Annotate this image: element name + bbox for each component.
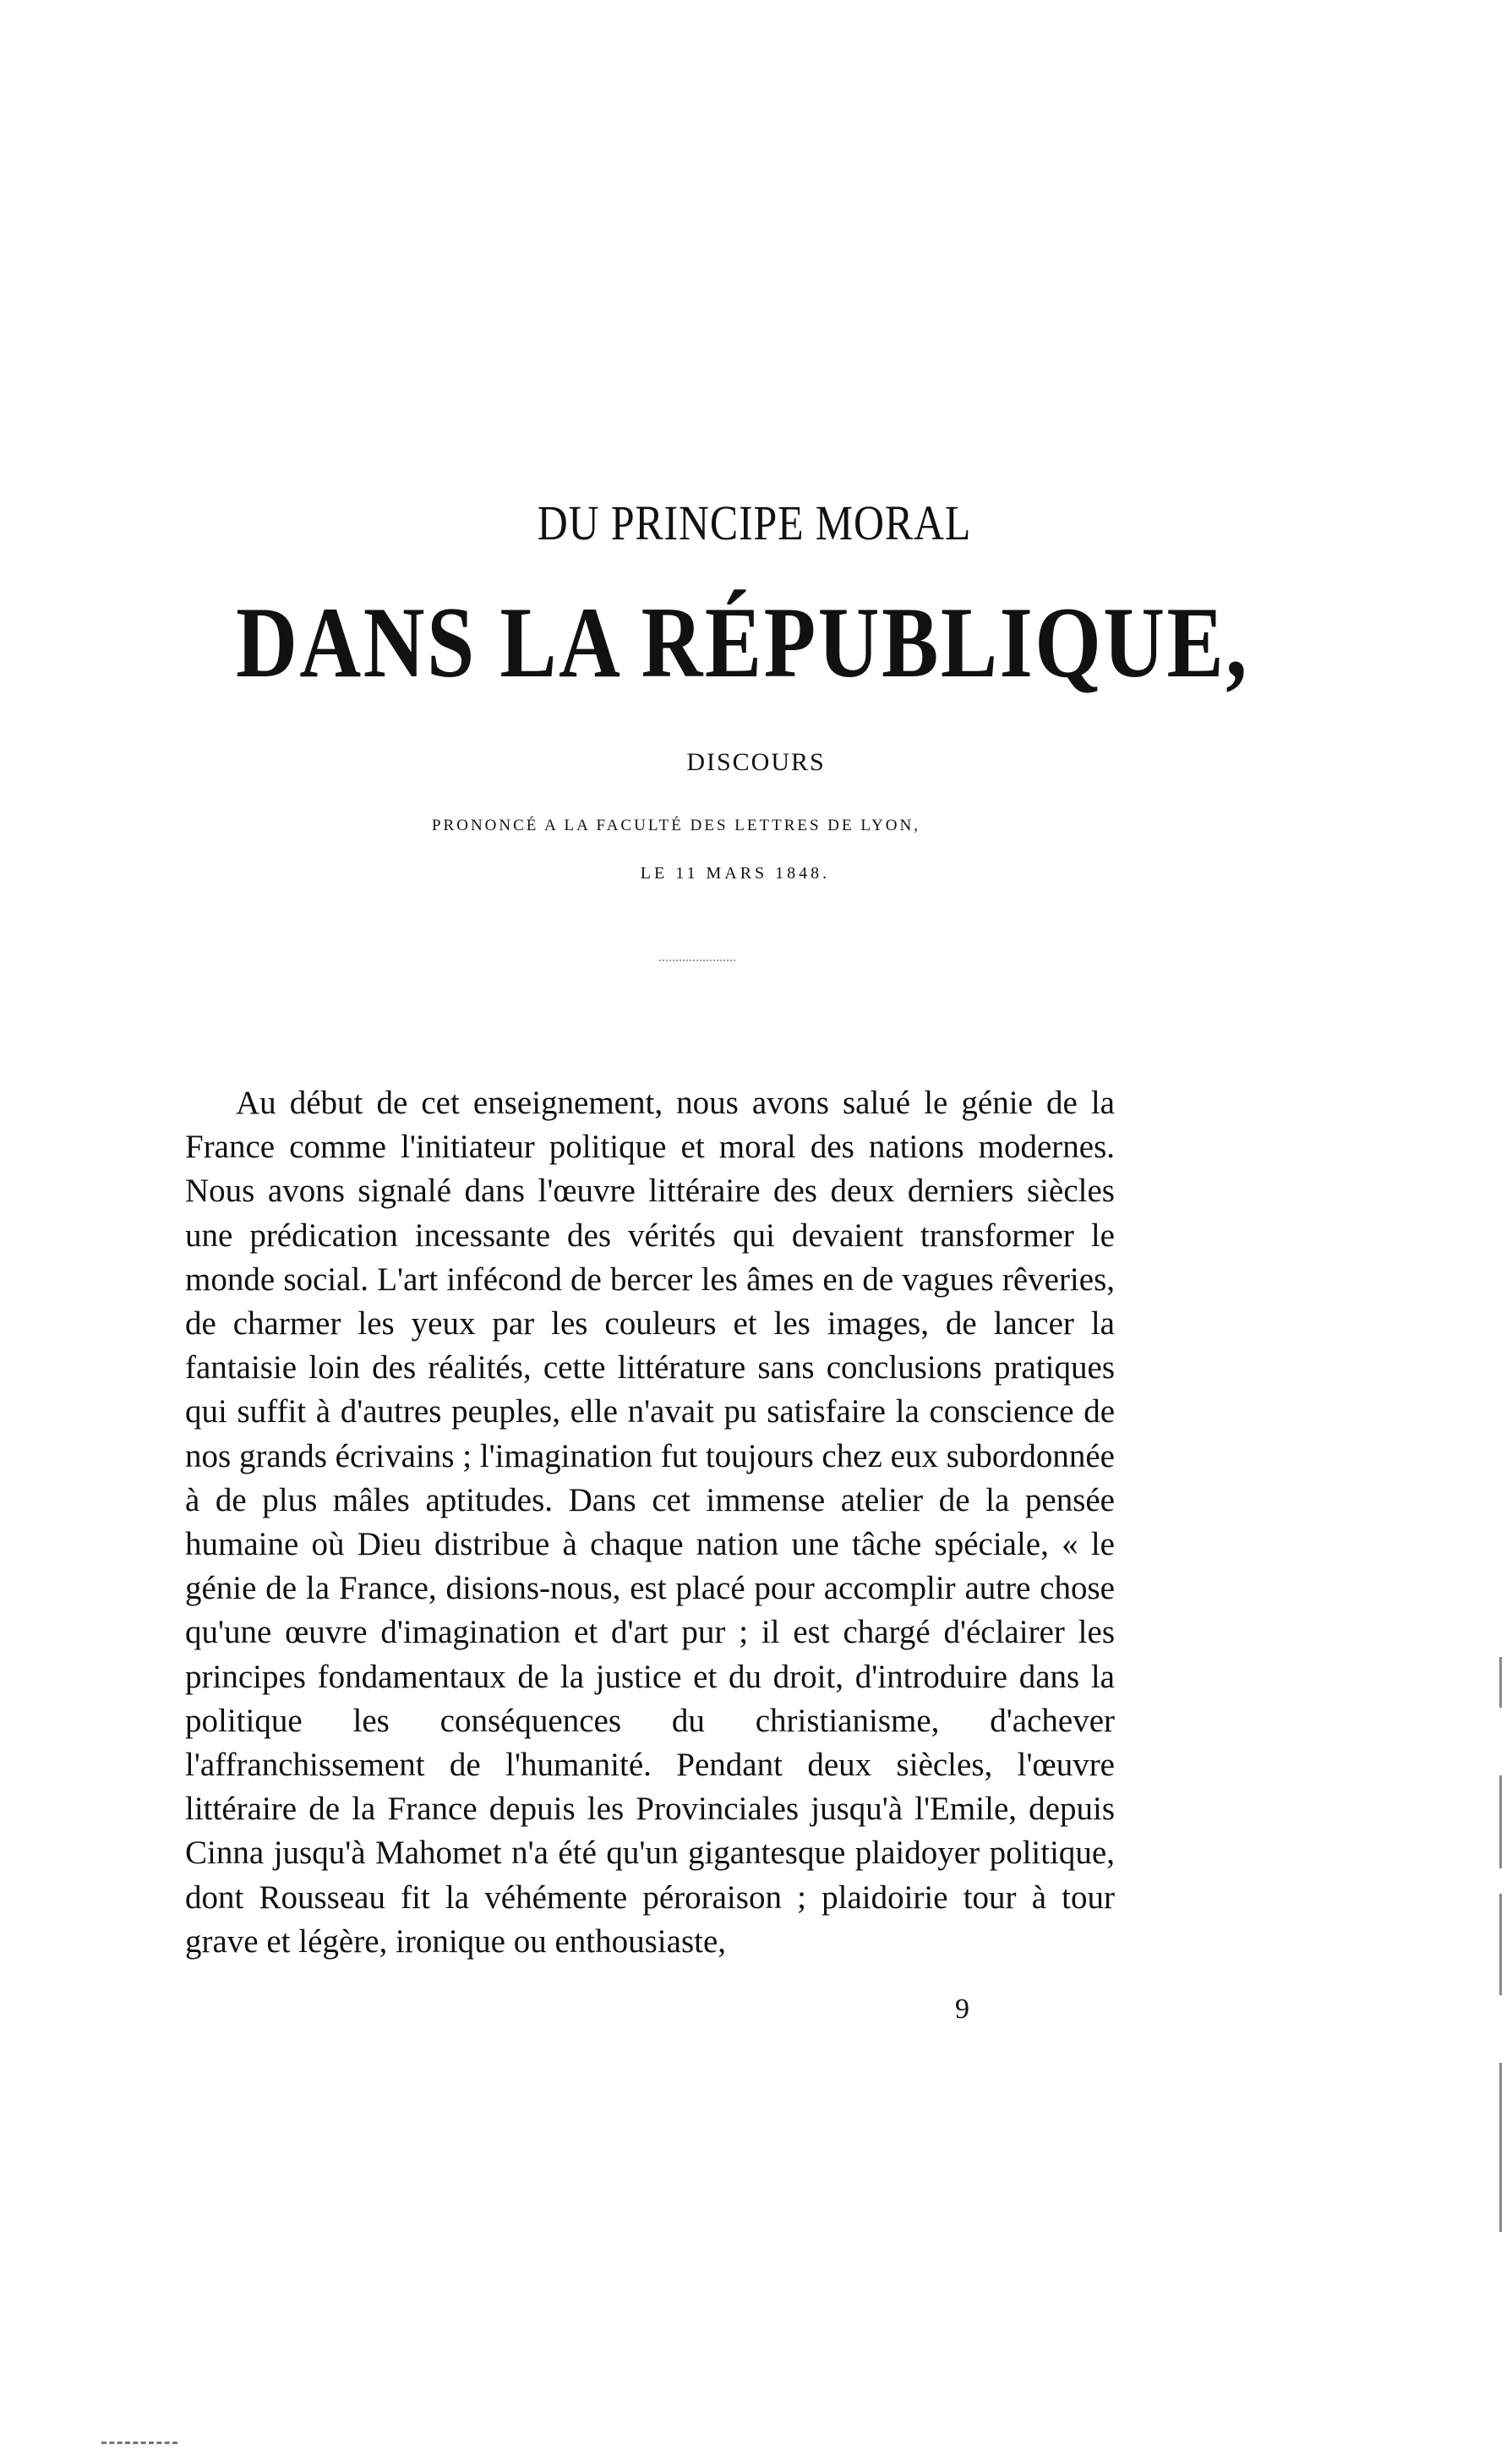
- date-line: LE 11 MARS 1848.: [640, 864, 831, 883]
- subtitle: DISCOURS: [686, 748, 826, 776]
- scan-edge-mark: [1499, 1657, 1502, 1708]
- pronounced-at-line: PRONONCÉ A LA FACULTÉ DES LETTRES DE LYON,: [431, 817, 920, 834]
- body-paragraph: Au début de cet enseignement, nous avons salué le génie de la France comme l'initiateur politique et moral des nations modernes. Nous avons signalé dans l'œuvre littéraire des deux derniers siècles une prédication incessante des vérités qui devaient transformer le monde social. L'art infécond de bercer les âmes en de vagues rêveries, de charmer les yeux par les couleurs et les images, de lancer la fantaisie loin des réalités, cette littérature sans conclusions pratiques qui suffit à d'autres peuples, elle n'avait pu satisfaire la conscience de nos grands écrivains ; l'imagination fut toujours chez eux subordonnée à de plus mâles aptitudes. Dans cet immense atelier de la pensée humaine où Dieu distribue à chaque nation une tâche spéciale, « le génie de la France, disions-nous, est placé pour accomplir autre chose qu'une œuvre d'imagination et d'art pur ; il est chargé d'éclairer les principes fondamentaux de la justice et du droit, d'introduire dans la politique les conséquences du christianisme, d'achever l'affranchissement de l'humanité. Pendant deux siècles, l'œuvre littéraire de la France depuis les Provinciales jusqu'à l'Emile, depuis Cinna jusqu'à Mahomet n'a été qu'un gigantesque plaidoyer politique, dont Rousseau fit la véhémente péroraison ; plaidoirie tour à tour grave et légère, ironique ou enthousiaste,: [185, 1085, 1115, 1960]
- scan-edge-mark: [1499, 2063, 1502, 2232]
- scan-edge-mark: [1499, 1775, 1502, 1868]
- scan-edge-mark: [1499, 1894, 1502, 1995]
- separator-rule: [659, 960, 735, 961]
- page-number: 9: [955, 1993, 969, 2025]
- title-line-2: DANS LA RÉPUBLIQUE,: [236, 586, 1250, 698]
- scan-corner-mark: [101, 2442, 177, 2444]
- title-line-1: DU PRINCIPE MORAL: [537, 495, 972, 550]
